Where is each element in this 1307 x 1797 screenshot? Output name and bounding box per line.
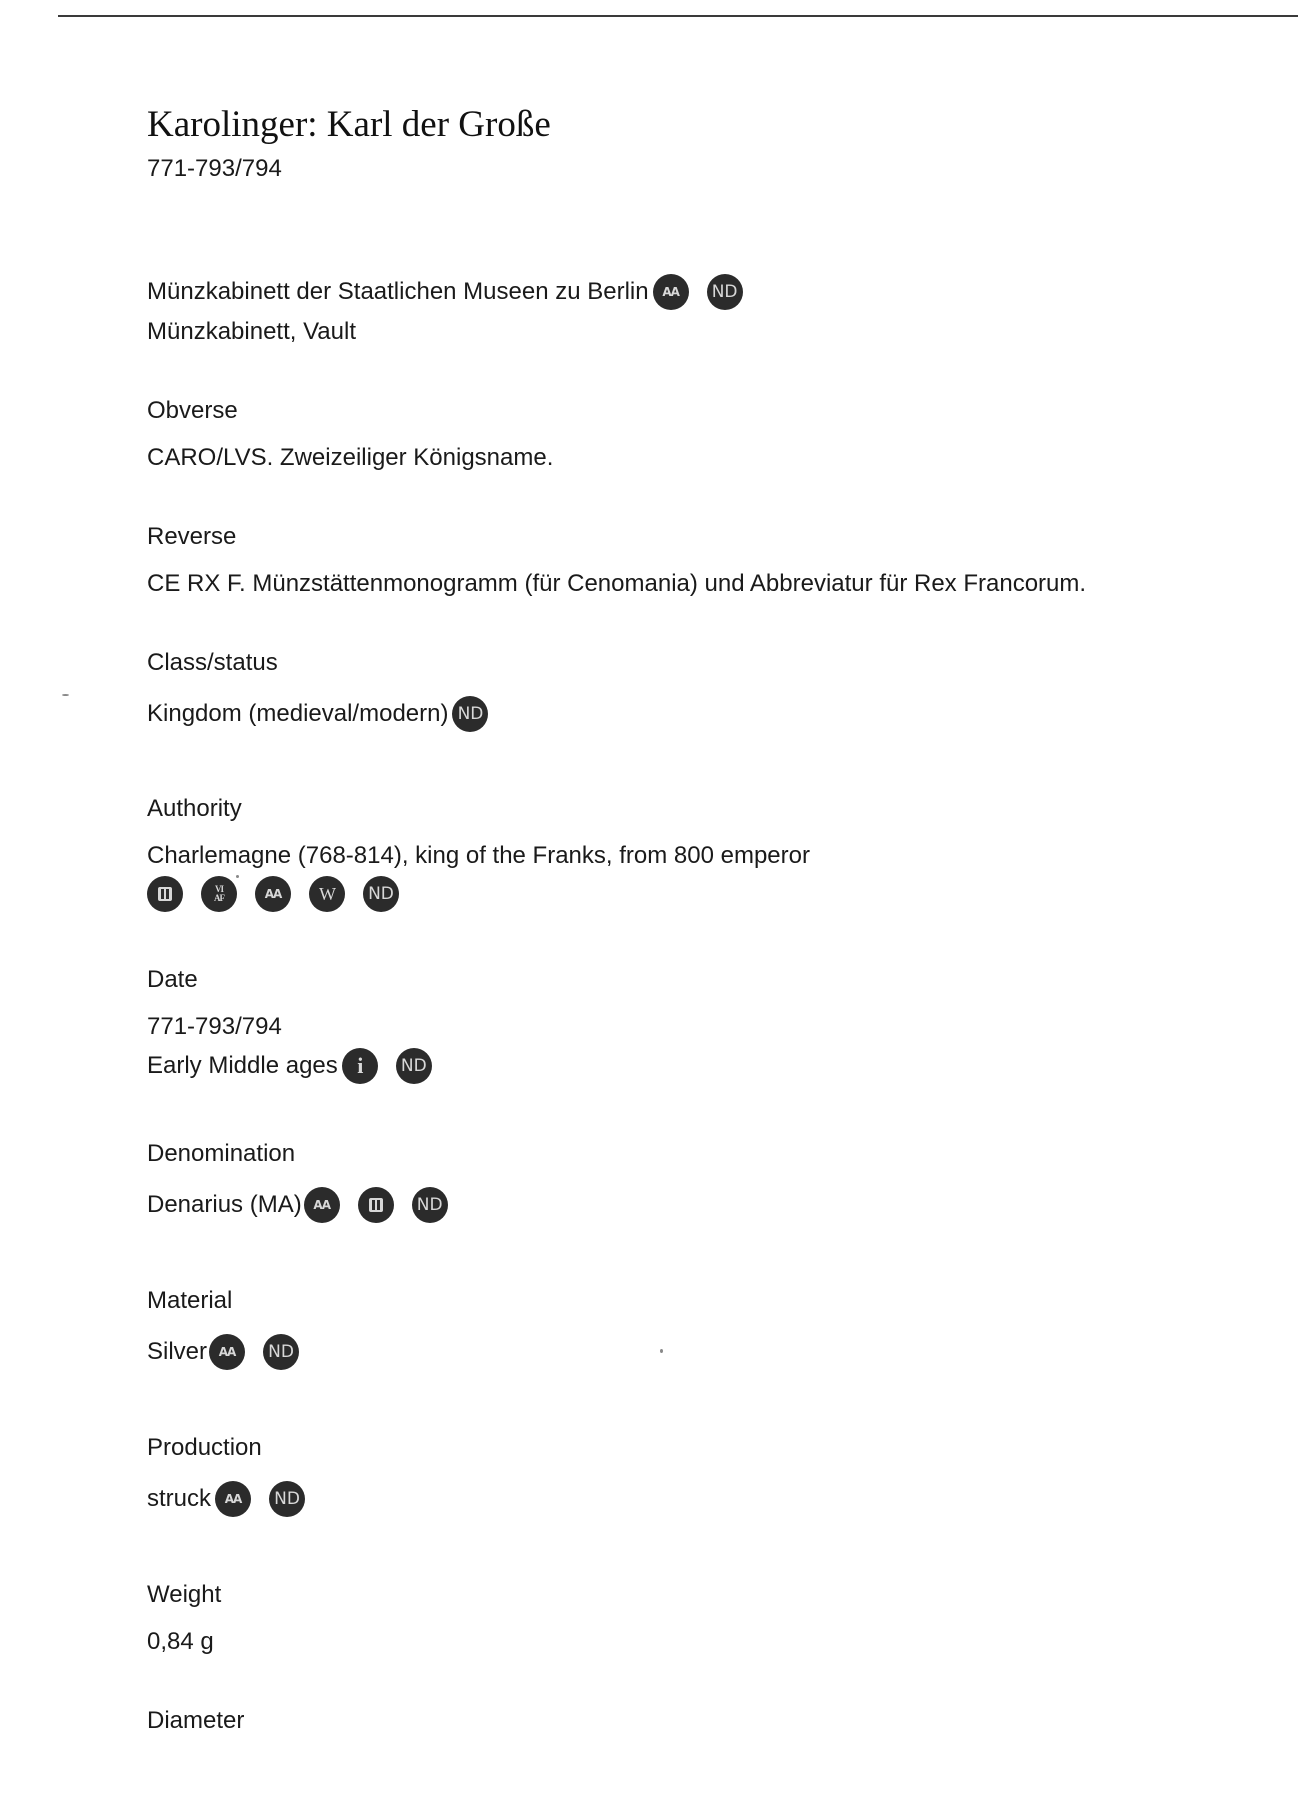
nomisma-nd-icon[interactable]: ND [396, 1048, 432, 1084]
top-divider [58, 15, 1298, 17]
viaf-icon-top: VI [214, 884, 223, 894]
material-value: Silver [147, 1338, 208, 1365]
gnd-icon[interactable] [147, 876, 183, 912]
aa-authority-icon[interactable]: AA [653, 274, 689, 310]
denomination-row [147, 1187, 448, 1223]
collection-name: Münzkabinett der Staatlichen Museen zu Berlin [147, 278, 649, 305]
aa-authority-icon[interactable]: AA [255, 876, 291, 912]
info-icon[interactable]: i [342, 1048, 378, 1084]
viaf-icon[interactable] [201, 876, 237, 912]
nomisma-nd-icon[interactable]: ND [269, 1481, 305, 1517]
material-label: Material [147, 1287, 233, 1314]
authority-label: Authority [147, 795, 242, 822]
collection-row [147, 274, 743, 310]
authority-value: Charlemagne (768-814), king of the Franks, from 800 emperor [147, 842, 810, 869]
weight-value: 0,84 g [147, 1628, 214, 1655]
production-value: struck [147, 1485, 212, 1512]
collection-location: Münzkabinett, Vault [147, 318, 357, 345]
gnd-book-glyph [367, 1196, 385, 1214]
nomisma-nd-icon[interactable]: ND [412, 1187, 448, 1223]
production-label: Production [147, 1434, 262, 1461]
reverse-value: CE RX F. Münzstättenmonogramm (für Cenomania) und Abbreviatur für Rex Francorum. [147, 570, 1087, 597]
gnd-icon[interactable] [358, 1187, 394, 1223]
scan-speck [62, 694, 69, 696]
date-period: Early Middle ages [147, 1052, 338, 1079]
weight-label: Weight [147, 1581, 222, 1608]
aa-authority-icon[interactable]: AA [215, 1481, 251, 1517]
page-subtitle-date: 771-793/794 [147, 155, 282, 182]
production-row [147, 1481, 305, 1517]
scan-speck [660, 1349, 663, 1353]
reverse-label: Reverse [147, 523, 237, 550]
denomination-value: Denarius (MA) [147, 1191, 302, 1218]
nomisma-nd-icon[interactable]: ND [263, 1334, 299, 1370]
date-period-row [147, 1048, 432, 1084]
obverse-label: Obverse [147, 397, 238, 424]
authority-badges [147, 876, 399, 912]
denomination-label: Denomination [147, 1140, 296, 1167]
page-title: Karolinger: Karl der Große [147, 104, 551, 145]
class-status-row [147, 696, 488, 732]
class-status-label: Class/status [147, 649, 278, 676]
nomisma-nd-icon[interactable]: ND [452, 696, 488, 732]
date-value: 771-793/794 [147, 1013, 282, 1040]
material-row [147, 1334, 299, 1370]
wikipedia-icon[interactable]: W [309, 876, 345, 912]
date-label: Date [147, 966, 198, 993]
aa-authority-icon[interactable]: AA [209, 1334, 245, 1370]
gnd-book-glyph [156, 885, 174, 903]
nomisma-nd-icon[interactable]: ND [707, 274, 743, 310]
obverse-value: CARO/LVS. Zweizeiliger Königsname. [147, 444, 554, 471]
diameter-label: Diameter [147, 1707, 245, 1734]
viaf-icon-bottom: AF [214, 893, 224, 903]
class-status-value: Kingdom (medieval/modern) [147, 700, 449, 727]
nomisma-nd-icon[interactable]: ND [363, 876, 399, 912]
aa-authority-icon[interactable]: AA [304, 1187, 340, 1223]
